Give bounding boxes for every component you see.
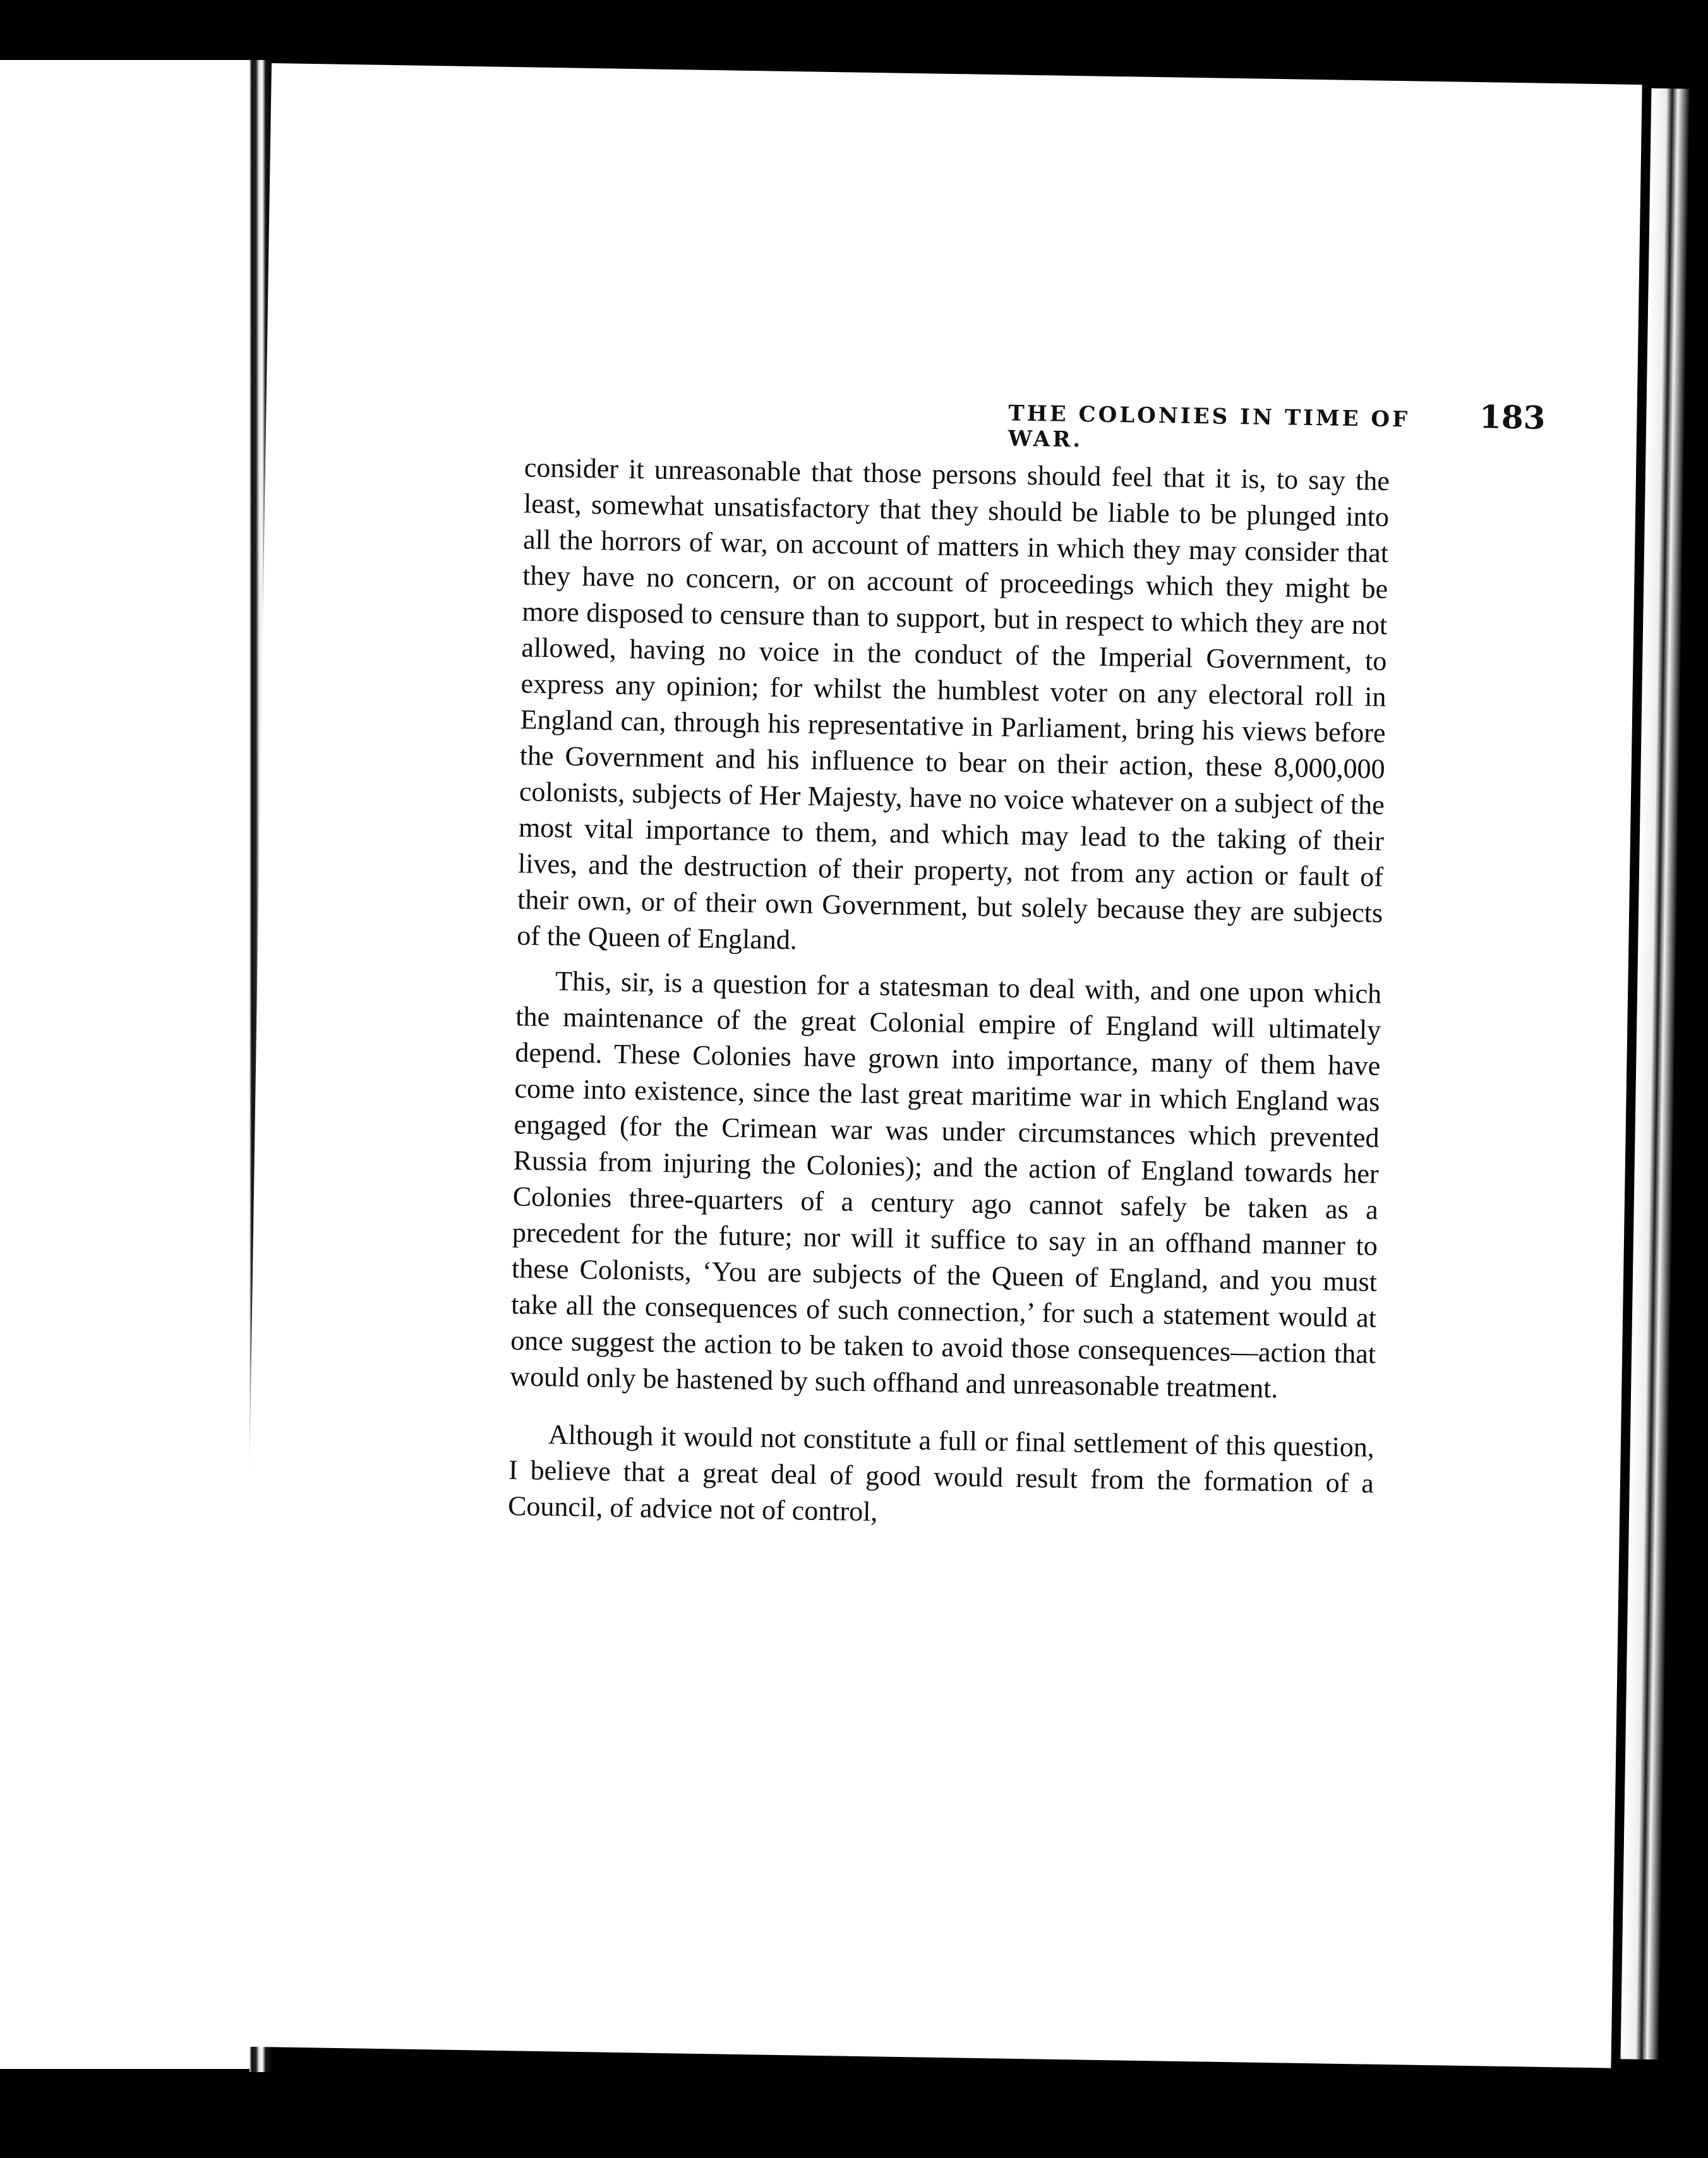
paragraph-1: consider it unreasonable that those persons should feel that it is, to say the least, somewhat unsatisfactory that they should be liable to be plunged into all the horrors of war, on account of matters in which they may consider that they have no concern, or on account of proceedings which they might be more disposed to censure than to support, but in respect to which they are not allowed, having no voice in the conduct of the Imperial Government, to express any opinion; for whilst the humblest voter on any electoral roll in England can, through his representative in Parliament, bring his views before the Government and his influence to bear on their action, these 8,000,000 colonists, subjects of Her Majesty, have no voice whatever on a subject of the most vital importance to them, and which may lead to the taking of their lives, and the destruction of their property, not from any action or fault of their own, or of their own Government, but solely because they are subjects of the Queen of England. [516,452,1390,956]
running-head [724,386,1546,459]
running-title: THE COLONIES IN TIME OF WAR. [1007,401,1410,453]
page-number: 183 [1479,398,1546,437]
paragraph-3: Although it would not constitute a full or final settlement of this question, I believe that a great deal of good would result from the formation of a Council, of advice not of control, [507,1419,1375,1528]
paragraph-2: This, sir, is a question for a statesman to deal with, and one upon which the maintenance of the great Colonial empire of England will ultimately depend. These Colonies have grown into importance, many of them have come into existence, since the last great maritime war in which England was engaged (for the Crimean war was under circumstances which prevented Russia from injuring the Colonies); and the action of England towards her Colonies three-quarters of a century ago cannot safely be taken as a precedent for the future; nor will it suffice to say in an offhand manner to these Colonists, ‘You are subjects of the Queen of England, and you must take all the consequences of such connection,’ for such a statement would at once suggest the action to be taken to avoid those consequences—action that would only be hastened by such offhand and unreasonable treatment. [510,965,1382,1404]
book-page [241,63,1642,2068]
scan-speck [1093,6,1119,28]
body-text [508,449,1390,1546]
previous-page-edge [0,60,253,2069]
scan-speck [1693,865,1708,903]
